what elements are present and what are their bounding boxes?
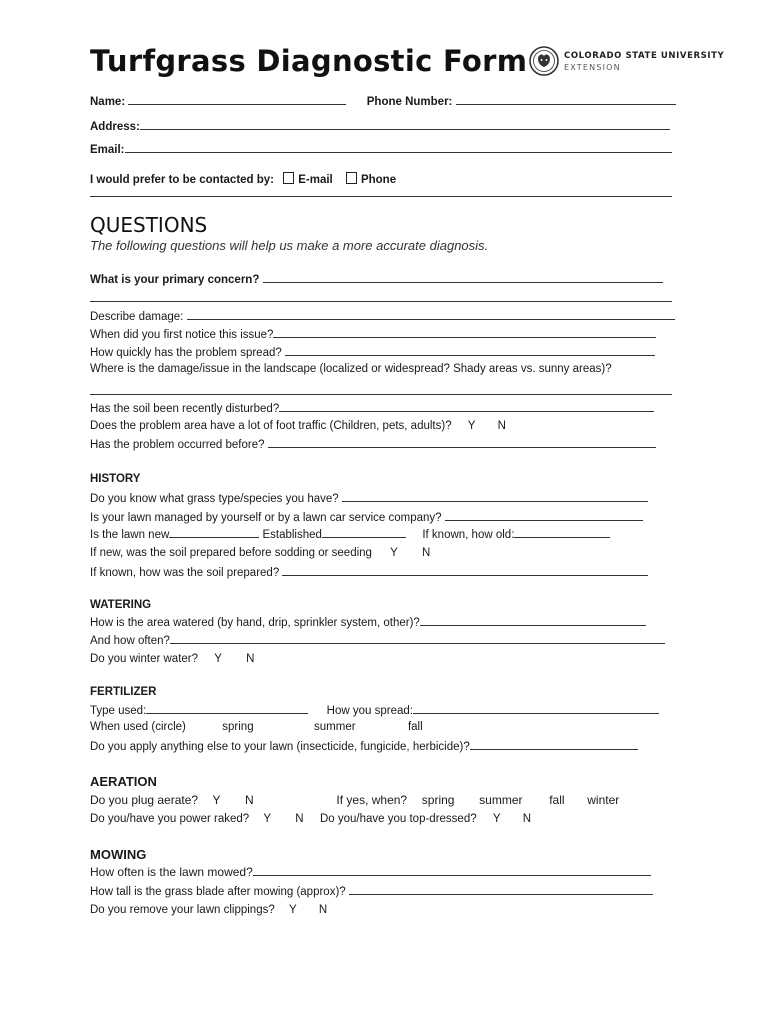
first-notice-line: [90, 327, 656, 342]
apply-else-line: [90, 739, 638, 754]
email-checkbox[interactable]: [283, 172, 294, 184]
how-prepared-line: [90, 565, 648, 580]
mow-often-line: [90, 865, 651, 879]
soil-prepared-no[interactable]: N: [422, 547, 431, 559]
email-option-label: E-mail: [298, 174, 333, 186]
fert-type-label: Type used:: [90, 705, 147, 717]
address-line: [90, 119, 670, 134]
topdressed-yes[interactable]: Y: [492, 813, 501, 825]
mow-tall-label: How tall is the grass blade after mowing (approx)?: [90, 886, 346, 898]
raked-yes[interactable]: Y: [263, 813, 271, 825]
lawn-new-label: Is the lawn new: [90, 529, 170, 541]
how-prepared-field[interactable]: [282, 565, 648, 576]
apply-else-label: Do you apply anything else to your lawn (insecticide, fungicide, herbicide)?: [90, 741, 470, 753]
describe-line: [90, 309, 675, 324]
logo-university: COLORADO STATE UNIVERSITY: [564, 51, 725, 61]
clippings-label: Do you remove your lawn clippings?: [90, 904, 275, 916]
mow-tall-line: [90, 884, 653, 899]
primary-concern-field[interactable]: [263, 272, 663, 283]
raked-no[interactable]: N: [295, 813, 304, 825]
name-label: Name:: [90, 96, 126, 108]
before-line: [90, 437, 656, 452]
aerate-when-label: If yes, when?: [336, 793, 408, 807]
email-line: [90, 142, 672, 157]
grass-type-line: [90, 491, 648, 506]
grass-type-label: Do you know what grass type/species you have?: [90, 493, 339, 505]
fert-fall-option[interactable]: fall: [407, 721, 423, 733]
soil-prepared-label: If new, was the soil prepared before sodding or seeding: [90, 547, 372, 559]
watered-often-label: And how often?: [90, 635, 170, 647]
phone-option-label: Phone: [360, 174, 397, 186]
fert-summer-option[interactable]: summer: [314, 721, 356, 733]
how-old-field[interactable]: [514, 527, 610, 538]
raked-label: Do you/have you power raked?: [90, 813, 250, 825]
lawn-new-line: [90, 527, 610, 542]
mow-tall-field[interactable]: [349, 884, 653, 895]
name-field[interactable]: [128, 94, 346, 105]
established-label: Established: [262, 529, 322, 541]
traffic-label: Does the problem area have a lot of foot traffic (Children, pets, adults)?: [90, 420, 452, 432]
before-field[interactable]: [268, 437, 656, 448]
primary-concern-line: [90, 272, 663, 287]
traffic-yes[interactable]: Y: [467, 420, 476, 432]
plug-aerate-no[interactable]: N: [245, 793, 254, 807]
disturbed-field[interactable]: [279, 401, 654, 412]
plug-aerate-label: Do you plug aerate?: [90, 793, 199, 807]
aeration-heading: AERATION: [90, 774, 157, 789]
email-field[interactable]: [125, 142, 672, 153]
fert-when-label: When used (circle): [90, 721, 186, 733]
mow-often-field[interactable]: [253, 865, 651, 876]
first-notice-field[interactable]: [273, 327, 656, 338]
apply-else-field[interactable]: [470, 739, 638, 750]
disturbed-label: Has the soil been recently disturbed?: [90, 403, 280, 415]
describe-field[interactable]: [187, 309, 675, 320]
mow-often-label: How often is the lawn mowed?: [90, 865, 253, 879]
fert-type-line: [90, 703, 659, 718]
plug-aerate-line: [90, 793, 619, 807]
winter-water-yes[interactable]: Y: [214, 653, 222, 665]
contact-preference: [90, 172, 396, 187]
how-prepared-label: If known, how was the soil prepared?: [90, 567, 280, 579]
traffic-line: [90, 419, 506, 433]
history-heading: HISTORY: [90, 473, 141, 485]
fertilizer-heading: FERTILIZER: [90, 686, 157, 698]
watered-how-label: How is the area watered (by hand, drip, sprinkler system, other)?: [90, 617, 420, 629]
csu-extension-logo: [529, 46, 725, 80]
phone-checkbox[interactable]: [346, 172, 357, 184]
logo-extension: EXTENSION: [564, 63, 621, 72]
primary-concern-label: What is your primary concern?: [90, 274, 260, 286]
fert-when-line: [90, 720, 423, 734]
where-field[interactable]: [90, 394, 672, 395]
grass-type-field[interactable]: [342, 491, 648, 502]
where-line: [90, 362, 612, 376]
managed-line: [90, 510, 643, 525]
watered-often-line: [90, 633, 665, 648]
questions-heading: QUESTIONS: [90, 213, 208, 237]
watering-heading: WATERING: [90, 599, 152, 611]
first-notice-label: When did you first notice this issue?: [90, 329, 274, 341]
divider: [90, 196, 672, 197]
spread-label: How quickly has the problem spread?: [90, 347, 282, 359]
aerate-spring-option[interactable]: spring: [421, 793, 455, 807]
fert-spread-field[interactable]: [413, 703, 659, 714]
aerate-summer-option[interactable]: summer: [479, 793, 523, 807]
topdressed-no[interactable]: N: [522, 813, 532, 825]
managed-label: Is your lawn managed by yourself or by a lawn car service company?: [90, 512, 442, 524]
raked-line: [90, 812, 531, 826]
winter-water-line: [90, 652, 254, 666]
primary-concern-field-2[interactable]: [90, 301, 672, 302]
winter-water-label: Do you winter water?: [90, 653, 199, 665]
phone-field[interactable]: [456, 94, 676, 105]
name-line: [90, 94, 676, 109]
csu-ram-seal-icon: [529, 46, 559, 76]
describe-label: Describe damage:: [90, 311, 184, 323]
watered-often-field[interactable]: [170, 633, 665, 644]
clippings-yes[interactable]: Y: [288, 904, 297, 916]
aerate-winter-option[interactable]: winter: [587, 793, 620, 807]
form-title: Turfgrass Diagnostic Form: [90, 44, 528, 78]
spread-field[interactable]: [285, 345, 655, 356]
managed-field[interactable]: [445, 510, 643, 521]
email-label: Email:: [90, 144, 125, 156]
watered-how-field[interactable]: [420, 615, 646, 626]
where-label: Where is the damage/issue in the landscape (localized or widespread? Shady areas vs. sunny areas)?: [90, 363, 612, 375]
clippings-line: [90, 903, 327, 917]
aerate-fall-option[interactable]: fall: [549, 793, 565, 807]
topdressed-label: Do you/have you top-dressed?: [319, 813, 477, 825]
before-label: Has the problem occurred before?: [90, 439, 265, 451]
questions-intro: The following questions will help us make a more accurate diagnosis.: [90, 238, 489, 253]
traffic-no[interactable]: N: [497, 420, 506, 432]
clippings-no[interactable]: N: [318, 904, 328, 916]
how-old-label: If known, how old:: [422, 529, 515, 541]
address-label: Address:: [90, 121, 140, 133]
soil-prepared-yes[interactable]: Y: [390, 547, 398, 559]
mowing-heading: MOWING: [90, 847, 147, 862]
fert-spread-label: How you spread:: [326, 705, 413, 717]
lawn-new-field[interactable]: [169, 527, 259, 538]
prefer-label: I would prefer to be contacted by:: [90, 174, 275, 186]
plug-aerate-yes[interactable]: Y: [212, 793, 221, 807]
fert-spring-option[interactable]: spring: [222, 721, 254, 733]
address-field[interactable]: [140, 119, 670, 130]
soil-prepared-line: [90, 546, 430, 560]
fert-type-field[interactable]: [146, 703, 308, 714]
spread-line: [90, 345, 655, 360]
established-field[interactable]: [322, 527, 406, 538]
phone-label: Phone Number:: [366, 96, 453, 108]
winter-water-no[interactable]: N: [246, 653, 255, 665]
watered-how-line: [90, 615, 646, 630]
disturbed-line: [90, 401, 654, 416]
